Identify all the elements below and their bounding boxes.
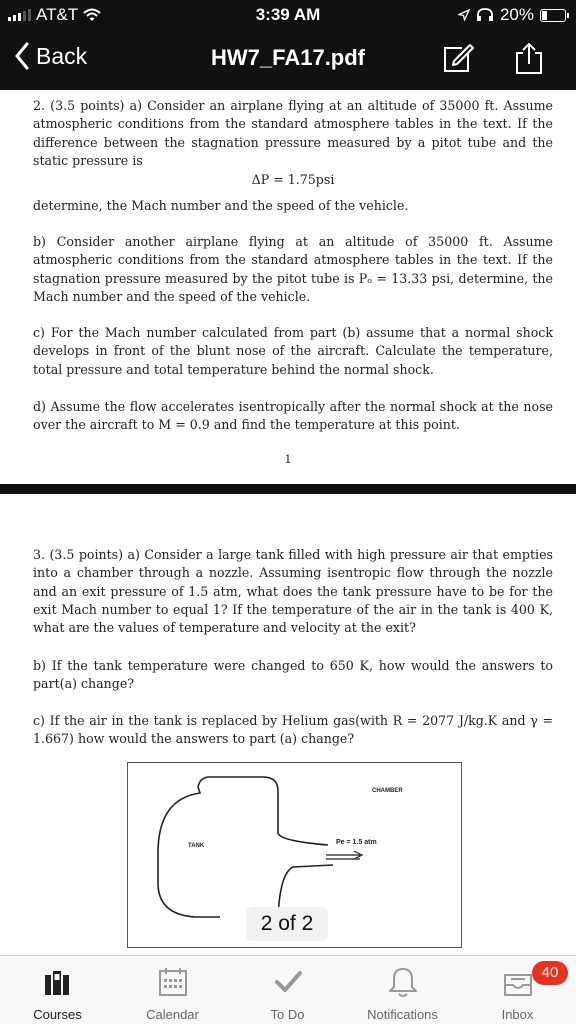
chamber-label: CHAMBER: [372, 788, 403, 794]
clock: 3:39 AM: [255, 5, 321, 24]
tab-label: Notifications: [367, 1007, 438, 1022]
tab-bar: [0, 955, 576, 1024]
inbox-badge: 40: [532, 961, 568, 985]
battery-icon: [540, 9, 566, 22]
chevron-left-icon: [14, 42, 30, 70]
checkmark-icon: [270, 965, 306, 999]
tank-label: TANK: [188, 843, 205, 849]
q2-part-a: 2. (3.5 points) a) Consider an airplane flying at an altitude of 35000 ft. Assume atmospheric conditions from the standard atmosphere tables in the text. If the difference between the stagnation pressure measured by a pitot tube and the static pressure is: [33, 98, 553, 168]
bell-icon: [385, 965, 421, 999]
pressure-label: Pe = 1.5 atm: [336, 839, 377, 846]
q3-part-a: 3. (3.5 points) a) Consider a large tank filled with high pressure air that empties into a chamber through a nozzle. Assuming isentropic flow through the nozzle and an exit pressure of 1.5 atm, what does the tank pressure have to be for the exit Mach number to equal 1? If the temperature of the air in the tank is 400 K, what are the values of temperature and velocity at the exit?: [33, 547, 553, 636]
headphones-icon: [476, 8, 494, 22]
inbox-icon: [500, 965, 536, 999]
edit-icon[interactable]: [440, 42, 474, 76]
q2-part-a-end: determine, the Mach number and the speed of the vehicle.: [33, 198, 409, 213]
pdf-viewer[interactable]: [0, 90, 576, 955]
q2-part-d: d) Assume the flow accelerates isentropically after the normal shock at the nose over the aircraft to M = 0.9 and find the temperature at this point.: [33, 399, 553, 433]
document-title: HW7_FA17.pdf: [210, 45, 366, 70]
tab-label: To Do: [270, 1007, 305, 1022]
nav-bar: [0, 32, 576, 88]
q2-equation: ΔP = 1.75psi: [251, 172, 335, 187]
q2-part-c: c) For the Mach number calculated from part (b) assume that a normal shock develops in front of the blunt nose of the aircraft. Calculate the temperature, total pressure and total temperature behind the normal shock.: [33, 325, 553, 377]
q3-part-b: b) If the tank temperature were changed to 650 K, how would the answers to part(a) change?: [33, 658, 553, 692]
q3-part-c: c) If the air in the tank is replaced by Helium gas(with R = 2077 J/kg.K and γ = 1.667) how would the answers to part (a) change?: [33, 713, 553, 747]
page-separator: [0, 484, 576, 494]
header-bar: [0, 0, 576, 90]
location-icon: [458, 9, 470, 21]
tab-label: Courses: [33, 1007, 82, 1022]
page-indicator: 2 of 2: [246, 907, 328, 941]
tab-inbox[interactable]: [460, 956, 575, 1024]
back-button[interactable]: [14, 42, 87, 70]
page-number: 1: [284, 453, 292, 466]
calendar-icon: [155, 965, 191, 999]
courses-icon: [40, 965, 76, 999]
tab-todo[interactable]: [230, 956, 345, 1024]
tab-notifications[interactable]: [345, 956, 460, 1024]
tab-label: Calendar: [146, 1007, 199, 1022]
carrier-label: AT&T: [36, 5, 79, 24]
battery-percent: 20%: [499, 5, 534, 24]
tab-courses[interactable]: [0, 956, 115, 1024]
status-right: [458, 5, 566, 25]
tab-calendar[interactable]: [115, 956, 230, 1024]
tab-label: Inbox: [501, 1007, 534, 1022]
status-bar: [0, 0, 576, 30]
back-label: Back: [36, 42, 88, 69]
share-icon[interactable]: [512, 42, 546, 76]
q2-part-b: b) Consider another airplane flying at an altitude of 35000 ft. Assume atmospheric conditions from the standard atmosphere tables in the text. If the stagnation pressure measured by the pitot tube is Pₒ = 13.33 psi, determine, the Mach number and the speed of the vehicle.: [33, 234, 553, 304]
